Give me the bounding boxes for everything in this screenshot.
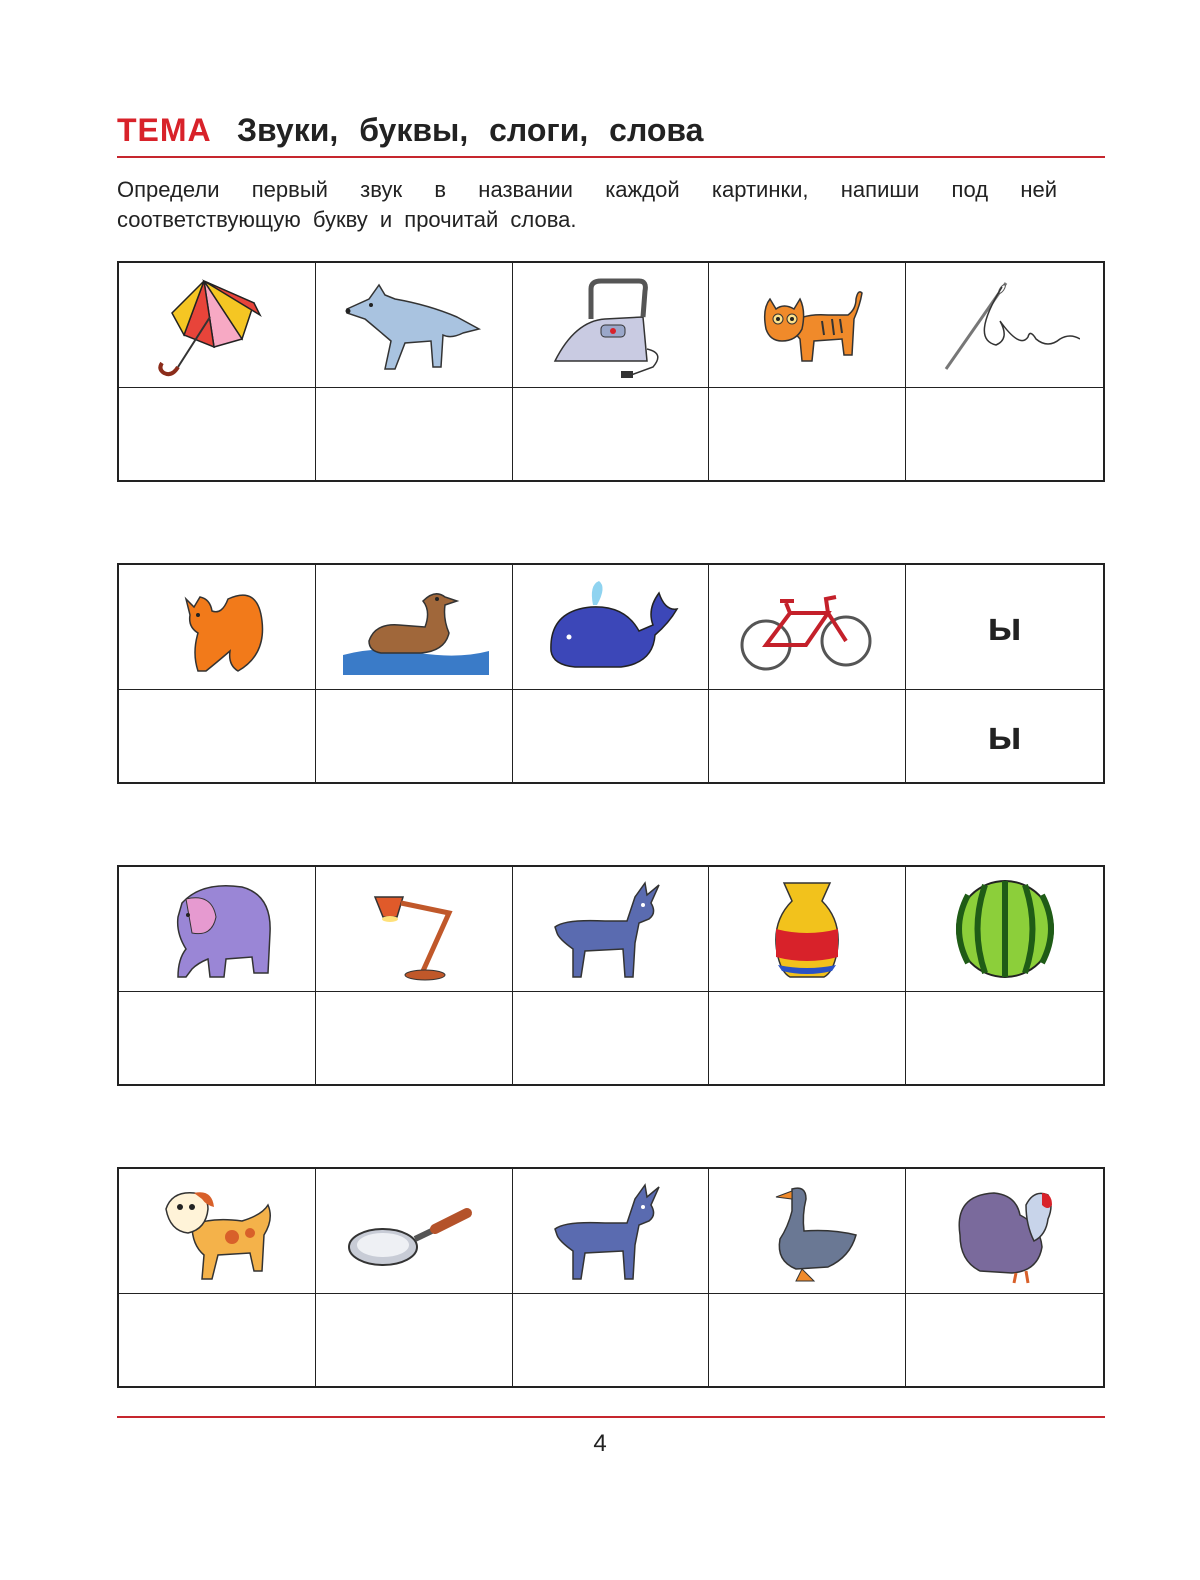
exercise-grid-1 [117,261,1105,482]
dog-icon [142,1175,292,1287]
answer-cell[interactable] [513,690,710,782]
elephant-icon [142,873,292,985]
answer-cell[interactable] [513,992,710,1084]
answer-cell[interactable] [119,690,316,782]
answer-cell[interactable] [906,1294,1103,1386]
exercise-grid-2 [117,563,1105,784]
answer-cell[interactable] [709,388,906,480]
answer-cell[interactable] [316,690,513,782]
answer-cell[interactable] [316,1294,513,1386]
answer-cell[interactable] [709,690,906,782]
page-number: 4 [593,1430,607,1457]
picture-cell [513,1169,710,1294]
picture-cell [119,263,316,388]
iron-icon [535,269,685,381]
lamp-icon [339,873,489,985]
answer-cell[interactable] [513,1294,710,1386]
picture-cell [316,867,513,992]
picture-cell [709,867,906,992]
picture-cell [709,565,906,690]
footer-divider [117,1416,1105,1418]
exercise-grid-4 [117,1167,1105,1388]
answer-cell[interactable] [316,388,513,480]
picture-cell [709,1169,906,1294]
exercise-grid-3 [117,865,1105,1086]
answer-cell[interactable] [906,388,1103,480]
frying-pan-icon [339,1175,489,1287]
page-title: Звуки, буквы, слоги, слова [237,112,704,148]
picture-cell [513,867,710,992]
picture-cell [513,263,710,388]
answer-cell[interactable] [119,1294,316,1386]
picture-cell [513,565,710,690]
picture-cell [906,1169,1103,1294]
wolf-icon [339,269,489,381]
topic-label: ТЕМА [117,112,212,148]
given-letter: ы [987,604,1022,649]
picture-cell [906,565,1103,690]
picture-cell [316,565,513,690]
picture-cell [119,565,316,690]
page-header [117,108,1105,158]
whale-icon [535,571,685,683]
answer-cell[interactable] [513,388,710,480]
answer-cell[interactable]: ы [987,713,1022,758]
answer-cell[interactable] [119,388,316,480]
donkey-icon [535,873,685,985]
picture-cell [119,1169,316,1294]
picture-cell [316,263,513,388]
header-divider [117,156,1105,158]
vase-icon [732,873,882,985]
answer-cell[interactable] [709,1294,906,1386]
picture-cell [906,867,1103,992]
cat-icon [732,269,882,381]
picture-cell [119,867,316,992]
answer-cell[interactable] [316,992,513,1084]
needle-icon [930,269,1080,381]
picture-cell [709,263,906,388]
picture-cell [906,263,1103,388]
picture-cell [316,1169,513,1294]
answer-cell[interactable] [119,992,316,1084]
donkey-icon [535,1175,685,1287]
answer-cell[interactable] [709,992,906,1084]
task-instruction: Определи первый звук в названии каждой картинки, напиши под ней соответствующую букву и прочитай слова. [117,177,1057,232]
bicycle-icon [732,571,882,683]
duck-icon [339,571,489,683]
turkey-icon [930,1175,1080,1287]
watermelon-icon [930,873,1080,985]
squirrel-icon [142,571,292,683]
answer-cell[interactable] [906,992,1103,1084]
goose-icon [732,1175,882,1287]
umbrella-icon [142,269,292,381]
